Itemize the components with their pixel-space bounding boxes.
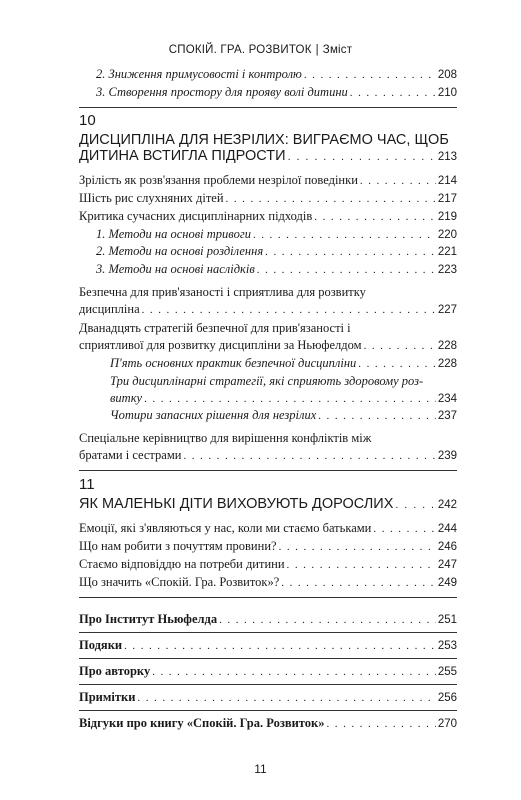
toc-entry[interactable]: дисципліна . . . 227	[79, 301, 457, 319]
toc-entry[interactable]: 1. Методи на основі тривоги . . . 220	[96, 226, 457, 244]
divider	[79, 710, 457, 711]
toc-entry-back-matter[interactable]: Про авторку . . . 255	[79, 663, 457, 681]
chapter-entry[interactable]: ДИТИНА ВСТИГЛА ПІДРОСТИ . . . 213	[79, 147, 457, 166]
toc-entry-line1[interactable]: Безпечна для прив'язаності і сприятлива для розвитку	[79, 285, 366, 299]
toc-entry[interactable]: витку . . . 234	[110, 390, 457, 408]
toc-entry[interactable]: Що нам робити з почуттям провини? . . . 246	[79, 538, 457, 556]
toc-entry[interactable]: Що значить «Спокій. Гра. Розвиток»? . . . 249	[79, 574, 457, 592]
divider	[79, 684, 457, 685]
chapter-entry[interactable]: ЯК МАЛЕНЬКІ ДІТИ ВИХОВУЮТЬ ДОРОСЛИХ . . . 242	[79, 495, 457, 514]
toc-entry-back-matter[interactable]: Про Інститут Ньюфелда . . . 251	[79, 611, 457, 629]
toc-entry[interactable]: Зрілість як розв'язання проблеми незрілої поведінки . . . 214	[79, 172, 457, 190]
header-book-title: СПОКІЙ. ГРА. РОЗВИТОК	[168, 44, 312, 56]
divider	[79, 632, 457, 633]
toc-entry[interactable]: 2. Методи на основі розділення . . . 221	[96, 243, 457, 261]
header-separator: |	[315, 44, 319, 56]
divider	[79, 658, 457, 659]
toc-entry[interactable]: 3. Методи на основі наслідків . . . 223	[96, 261, 457, 279]
page-number: 11	[254, 762, 267, 776]
toc-entry-line1[interactable]: Дванадцять стратегій безпечної для прив'язаності і	[79, 321, 351, 335]
header-section: Зміст	[322, 44, 353, 56]
toc-entry[interactable]: П'ять основних практик безпечної дисципліни . . . 228	[110, 355, 457, 373]
toc-entry-back-matter[interactable]: Примітки . . . 256	[79, 689, 457, 707]
chapter-number: 11	[79, 476, 95, 493]
toc-entry-back-matter[interactable]: Подяки . . . 253	[79, 637, 457, 655]
chapter-title: ДИСЦИПЛІНА ДЛЯ НЕЗРІЛИХ: ВИГРАЄМО ЧАС, ЩОБ	[79, 132, 449, 148]
toc-entry[interactable]: братами і сестрами . . . 239	[79, 447, 457, 465]
toc-entry[interactable]: Критика сучасних дисциплінарних підходів . . . 219	[79, 208, 457, 226]
divider	[79, 107, 457, 108]
chapter-number: 10	[79, 112, 96, 129]
divider	[79, 470, 457, 471]
toc-entry[interactable]: сприятливої для розвитку дисципліни за Ньюфелдом . . . 228	[79, 337, 457, 355]
toc-entry[interactable]: 3. Створення простору для прояву волі дитини . . . 210	[96, 84, 457, 102]
toc-entry[interactable]: Емоції, які з'являються у нас, коли ми стаємо батьками . . . 244	[79, 520, 457, 538]
toc-entry-line1[interactable]: Три дисциплінарні стратегії, які сприяють здоровому роз-	[110, 374, 424, 388]
toc-entry[interactable]: Стаємо відповіддю на потреби дитини . . . 247	[79, 556, 457, 574]
running-header	[0, 44, 521, 56]
toc-entry[interactable]: Чотири запасних рішення для незрілих . . . 237	[110, 407, 457, 425]
divider	[79, 597, 457, 598]
toc-entry[interactable]: 2. Зниження примусовості і контролю . . . 208	[96, 66, 457, 84]
toc-entry-line1[interactable]: Спеціальне керівництво для вирішення конфліктів між	[79, 431, 372, 445]
toc-entry-back-matter[interactable]: Відгуки про книгу «Спокій. Гра. Розвиток» . . . 270	[79, 715, 457, 733]
toc-entry[interactable]: Шість рис слухняних дітей . . . 217	[79, 190, 457, 208]
